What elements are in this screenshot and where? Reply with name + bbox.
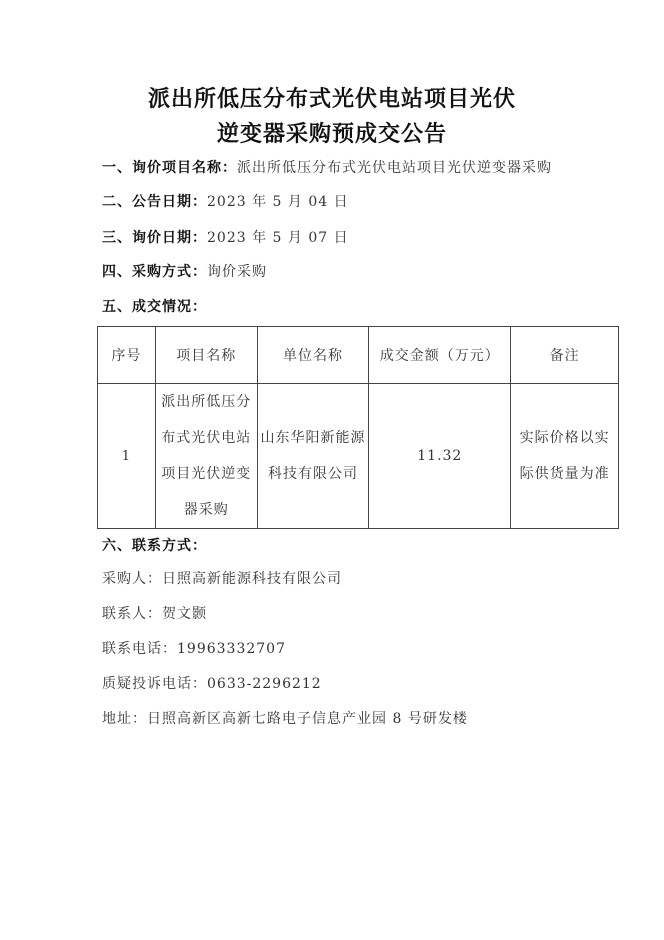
contact-phone-value: 19963332707 bbox=[177, 641, 286, 657]
row-index: 1 bbox=[98, 384, 156, 529]
contact-person-value: 贺文颢 bbox=[162, 606, 207, 622]
procurement-method-label: 四、采购方式： bbox=[102, 264, 207, 280]
row-project-name-line: 项目光伏逆变 bbox=[161, 466, 252, 482]
header-index: 序号 bbox=[98, 327, 156, 384]
row-company-name-line: 山东华阳新能源 bbox=[260, 430, 366, 446]
complaint-phone-row bbox=[102, 674, 322, 694]
announce-date-day: 04 bbox=[308, 194, 329, 210]
project-name-value: 派出所低压分布式光伏电站项目光伏逆变器采购 bbox=[237, 160, 552, 176]
buyer-label: 采购人： bbox=[102, 571, 162, 587]
header-project-name: 项目名称 bbox=[155, 327, 257, 384]
announce-date-year-unit: 年 bbox=[252, 194, 268, 210]
announce-date-label: 二、公告日期： bbox=[102, 194, 207, 210]
announce-date-day-unit: 日 bbox=[333, 194, 349, 210]
contact-phone-label: 联系电话： bbox=[102, 641, 177, 657]
row-company-name bbox=[257, 384, 369, 529]
address-value-post: 号研发楼 bbox=[407, 711, 468, 727]
address-row bbox=[102, 709, 468, 729]
document-title-line-2: 逆变器采购预成交公告 bbox=[216, 121, 447, 147]
announce-date-year: 2023 bbox=[207, 194, 247, 210]
deal-table bbox=[97, 326, 619, 529]
inquiry-date-row bbox=[102, 228, 349, 248]
buyer-row bbox=[102, 569, 342, 589]
inquiry-date-month: 5 bbox=[272, 230, 283, 246]
inquiry-date-year-unit: 年 bbox=[252, 230, 268, 246]
project-name-label: 一、询价项目名称： bbox=[102, 160, 237, 176]
deal-result-row bbox=[102, 297, 207, 317]
inquiry-date-month-unit: 月 bbox=[287, 230, 303, 246]
inquiry-date-day: 07 bbox=[308, 230, 329, 246]
buyer-value: 日照高新能源科技有限公司 bbox=[162, 571, 342, 587]
row-remark-line: 实际价格以实 bbox=[519, 430, 610, 446]
inquiry-date-year: 2023 bbox=[207, 230, 247, 246]
address-label: 地址： bbox=[102, 711, 147, 727]
deal-result-label: 五、成交情况： bbox=[102, 299, 207, 315]
complaint-phone-value: 0633-2296212 bbox=[207, 676, 322, 692]
table-header-row bbox=[98, 327, 619, 384]
contact-person-label: 联系人： bbox=[102, 606, 162, 622]
document-title-line-1: 派出所低压分布式光伏电站项目光伏 bbox=[147, 86, 516, 112]
row-company-name-line: 科技有限公司 bbox=[268, 466, 359, 482]
row-project-name-line: 布式光伏电站 bbox=[161, 430, 252, 446]
procurement-method-row bbox=[102, 262, 267, 282]
header-company-name: 单位名称 bbox=[257, 327, 369, 384]
row-remark bbox=[511, 384, 619, 529]
project-name-row bbox=[102, 158, 552, 178]
row-project-name-line: 器采购 bbox=[183, 502, 229, 518]
inquiry-date-label: 三、询价日期： bbox=[102, 230, 207, 246]
announce-date-month: 5 bbox=[272, 194, 283, 210]
contact-heading: 六、联系方式： bbox=[102, 538, 207, 554]
contact-phone-row bbox=[102, 639, 286, 659]
table-row bbox=[98, 384, 619, 529]
header-amount: 成交金额（万元） bbox=[369, 327, 511, 384]
announce-date-month-unit: 月 bbox=[287, 194, 303, 210]
contact-person-row bbox=[102, 604, 207, 624]
row-project-name-line: 派出所低压分 bbox=[161, 394, 252, 410]
address-value-pre: 日照高新区高新七路电子信息产业园 bbox=[147, 711, 387, 727]
inquiry-date-day-unit: 日 bbox=[333, 230, 349, 246]
row-amount: 11.32 bbox=[369, 384, 511, 529]
header-remark: 备注 bbox=[511, 327, 619, 384]
address-value-number: 8 bbox=[392, 711, 403, 727]
announce-date-row bbox=[102, 192, 349, 212]
contact-heading-row bbox=[102, 536, 207, 556]
complaint-phone-label: 质疑投诉电话： bbox=[102, 676, 207, 692]
row-project-name bbox=[155, 384, 257, 529]
procurement-method-value: 询价采购 bbox=[207, 264, 267, 280]
row-remark-line: 际供货量为准 bbox=[519, 466, 610, 482]
